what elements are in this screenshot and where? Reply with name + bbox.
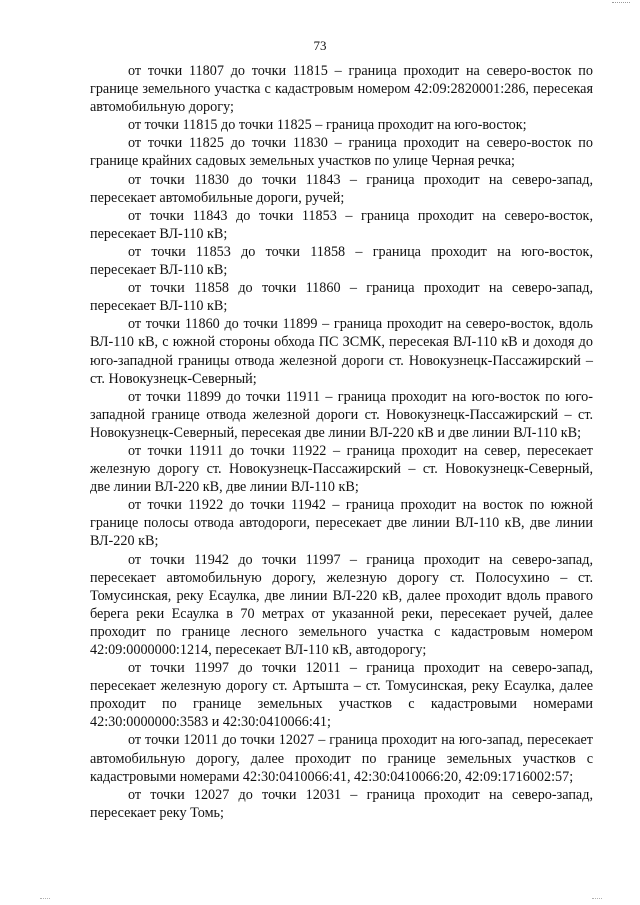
paragraph: от точки 11860 до точки 11899 – граница проходит на северо-восток, вдоль ВЛ-110 кВ, с южной стороны обхода ПС ЗСМК, пересекая ВЛ-110 кВ и доходя до юго-западной границы отвода железной дороги ст. Новокузнецк-Пассажирский – ст. Новокузнецк-Северный; <box>90 316 593 387</box>
paragraph: от точки 11843 до точки 11853 – граница проходит на северо-восток, пересекает ВЛ-110 кВ; <box>90 207 593 242</box>
page-number: 73 <box>313 38 327 53</box>
paragraph: от точки 11942 до точки 11997 – граница проходит на северо-запад, пересекает автомобильную дорогу, железную дорогу ст. Полосухино – ст. Томусинская, реку Есаулка, две линии ВЛ-220 кВ, далее проходит вдоль правого берега реки Есаулка в 70 метрах от указанной реки, пересекает ручей, далее проходит по границе лесного земельного участка с кадастровым номером 42:09:0000000:1214, пересекает ВЛ-110 кВ, автодорогу; <box>90 551 593 658</box>
paragraph: от точки 11997 до точки 12011 – граница проходит на северо-запад, пересекает железную дорогу ст. Артышта – ст. Томусинская, реку Есаулка, далее проходит по границе земельных участков с кадастровыми номерами 42:30:0000000:3583 и 42:30:0410066:41; <box>90 660 593 731</box>
paragraph: от точки 11922 до точки 11942 – граница проходит на восток по южной границе полосы отвода автодороги, пересекает две линии ВЛ-110 кВ, две линии ВЛ-220 кВ; <box>90 497 593 550</box>
scan-artifact <box>592 898 602 901</box>
scan-artifact <box>612 2 630 6</box>
paragraph: от точки 11858 до точки 11860 – граница проходит на северо-запад, пересекает ВЛ-110 кВ; <box>90 280 593 315</box>
paragraph: от точки 11899 до точки 11911 – граница проходит на юго-восток по юго-западной границе отвода железной дороги ст. Новокузнецк-Пассажирский – ст. Новокузнецк-Северный, пересекая две линии ВЛ-220 кВ и две линии ВЛ-110 кВ; <box>90 388 593 441</box>
paragraph: от точки 11825 до точки 11830 – граница проходит на северо-восток по границе крайних садовых земельных участков по улице Черная речка; <box>90 135 593 170</box>
paragraph: от точки 11807 до точки 11815 – граница проходит на северо-восток по границе земельного участка с кадастровым номером 42:09:2820001:286, пересекая автомобильную дорогу; <box>90 63 593 116</box>
paragraph: от точки 12011 до точки 12027 – граница проходит на юго-запад, пересекает автомобильную дорогу, далее проходит по границе земельных участков с кадастровыми номерами 42:30:0410066:41, 42:30:0410066:20, 42:09:1716002:57; <box>90 732 593 785</box>
paragraph: от точки 11911 до точки 11922 – граница проходит на север, пересекает железную дорогу ст. Новокузнецк-Пассажирский – ст. Новокузнецк-Северный, две линии ВЛ-220 кВ, две линии ВЛ-110 кВ; <box>90 442 593 496</box>
paragraph: от точки 11815 до точки 11825 – граница проходит на юго-восток; <box>128 117 527 134</box>
paragraph: от точки 11853 до точки 11858 – граница проходит на юго-восток, пересекает ВЛ-110 кВ; <box>90 243 593 279</box>
paragraph: от точки 12027 до точки 12031 – граница проходит на северо-запад, пересекает реку Томь; <box>90 786 593 821</box>
document-body <box>90 62 593 822</box>
paragraph: от точки 11830 до точки 11843 – граница проходит на северо-запад, пересекает автомобильные дороги, ручей; <box>90 171 593 206</box>
scan-artifact <box>40 898 50 901</box>
